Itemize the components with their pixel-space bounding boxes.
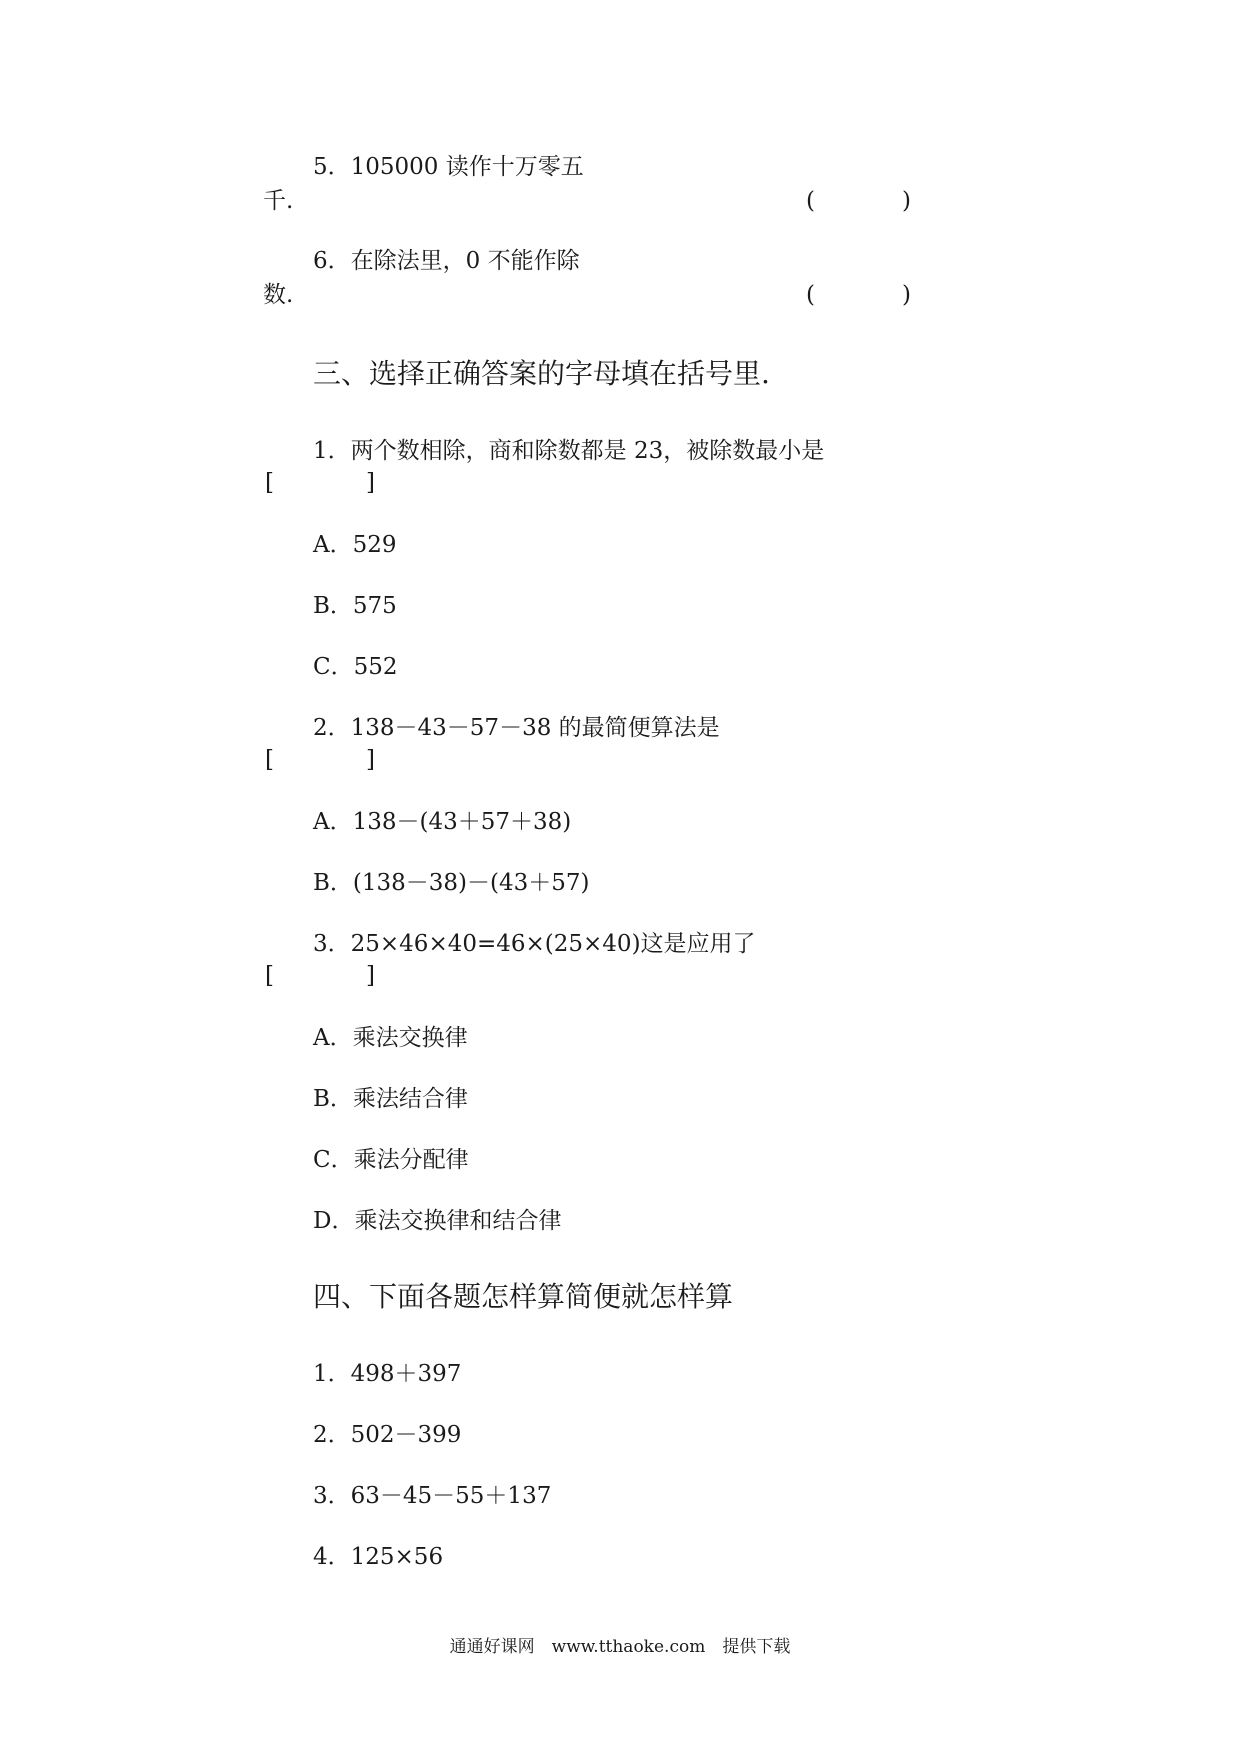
s3-q3-option-c: C．乘法分配律 (313, 1147, 469, 1173)
s3-q3-stem: 3．25×46×40=46×(25×40)这是应用了 (313, 931, 756, 957)
q6-answer-paren-close: ) (902, 282, 911, 308)
q6-line2: 数. (263, 282, 294, 308)
s3-q1-option-c: C．552 (313, 654, 398, 680)
s3-q1-option-a: A．529 (313, 532, 397, 558)
s3-q2-option-b: B．(138－38)－(43＋57) (313, 870, 590, 896)
section4-heading: 四、下面各题怎样算简便就怎样算 (313, 1280, 734, 1313)
section3-heading: 三、选择正确答案的字母填在括号里. (313, 357, 770, 390)
q5-answer-paren-close: ) (902, 188, 911, 214)
q6-line1: 6．在除法里，0 不能作除 (313, 248, 580, 274)
q6-answer-paren-open: ( (806, 282, 815, 308)
s4-item-1: 1．498＋397 (313, 1361, 462, 1387)
q5-line1: 5．105000 读作十万零五 (313, 154, 584, 180)
s3-q1-option-b: B．575 (313, 593, 397, 619)
s3-q2-stem: 2．138－43－57－38 的最简便算法是 (313, 715, 720, 741)
q5-line2: 千. (263, 188, 294, 214)
s3-q3-option-d: D．乘法交换律和结合律 (313, 1208, 562, 1234)
page-footer: 通通好课网 www.tthaoke.com 提供下载 (449, 1637, 791, 1657)
s3-q3-option-a: A．乘法交换律 (313, 1025, 468, 1051)
s3-q3-option-b: B．乘法结合律 (313, 1086, 468, 1112)
s3-q1-stem: 1．两个数相除，商和除数都是 23，被除数最小是 (313, 438, 825, 464)
s4-item-4: 4．125×56 (313, 1544, 444, 1570)
s3-q3-answer-bracket: [ ] (265, 963, 375, 989)
s3-q1-answer-bracket: [ ] (265, 470, 375, 496)
s3-q2-answer-bracket: [ ] (265, 747, 375, 773)
s4-item-3: 3．63－45－55＋137 (313, 1483, 552, 1509)
s3-q2-option-a: A．138－(43＋57＋38) (313, 809, 572, 835)
q5-answer-paren-open: ( (806, 188, 815, 214)
s4-item-2: 2．502－399 (313, 1422, 462, 1448)
